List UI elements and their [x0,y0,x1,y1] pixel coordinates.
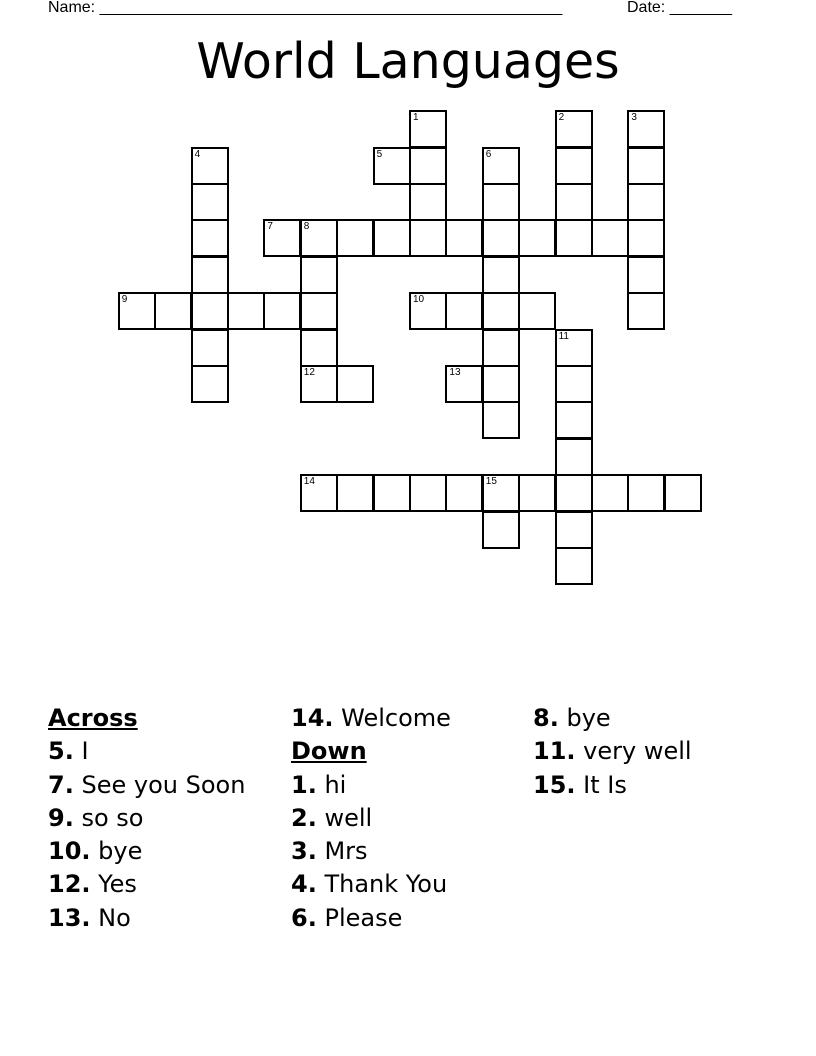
crossword-cell[interactable] [555,438,593,476]
crossword-cell[interactable] [555,511,593,549]
crossword-cell[interactable] [627,256,665,294]
clue-text: Thank You [324,870,448,899]
crossword-cell[interactable] [555,365,593,403]
crossword-cell[interactable] [300,329,338,367]
clue-item [48,902,245,935]
cell-number: 8 [303,221,310,233]
clue-number: 11. [533,737,576,766]
crossword-cell[interactable] [627,219,665,257]
cell-number: 5 [376,148,383,160]
crossword-cell[interactable] [263,219,301,257]
crossword-cell[interactable] [555,401,593,439]
clue-text: Welcome [341,704,451,732]
clues-column-1 [48,702,245,935]
clue-number: 5. [48,737,74,766]
crossword-cell[interactable] [555,110,593,148]
across-heading: Across [48,704,138,732]
crossword-cell[interactable] [409,219,447,257]
cell-number: 15 [485,476,497,488]
date-field-label: Date: _______ [627,0,732,16]
crossword-cell[interactable] [591,219,629,257]
crossword-cell[interactable] [482,511,520,549]
clue-number: 2. [291,803,317,832]
clue-text: I [81,737,89,766]
clue-number: 4. [291,870,317,899]
crossword-cell[interactable] [409,292,447,330]
name-field-label: Name: ____________________________________________________ [48,0,563,16]
cell-number: 11 [558,330,569,342]
clue-number: 15. [533,770,576,799]
crossword-cell[interactable] [191,365,229,403]
crossword-cell[interactable] [482,474,520,512]
clues-column-3 [533,702,692,802]
clue-item [291,868,451,901]
crossword-cell[interactable] [482,183,520,221]
clue-number: 1. [291,770,317,799]
clue-item [48,735,245,768]
clue-number: 9. [48,803,74,832]
crossword-cell[interactable] [445,219,483,257]
crossword-cell[interactable] [409,147,447,185]
down-heading: Down [291,737,367,766]
clue-item [291,802,451,835]
clue-text: very well [583,737,692,766]
clue-number: 3. [291,837,317,866]
crossword-cell[interactable] [154,292,192,330]
cell-number: 9 [121,294,128,306]
clue-item [291,769,451,802]
crossword-cell[interactable] [591,474,629,512]
crossword-cell[interactable] [627,147,665,185]
crossword-cell[interactable] [555,183,593,221]
crossword-cell[interactable] [191,183,229,221]
cell-number: 1 [413,112,419,124]
crossword-cell[interactable] [445,365,483,403]
crossword-cell[interactable] [518,219,556,257]
crossword-cell[interactable] [336,365,374,403]
clue-item [48,835,245,868]
crossword-cell[interactable] [555,474,593,512]
crossword-cell[interactable] [263,292,301,330]
clue-item [533,735,692,768]
crossword-cell[interactable] [482,256,520,294]
crossword-cell[interactable] [555,147,593,185]
clue-item [291,702,451,735]
crossword-cell[interactable] [555,219,593,257]
clue-number: 10. [48,837,91,866]
crossword-cell[interactable] [482,329,520,367]
crossword-cell[interactable] [191,219,229,257]
clue-text: bye [98,837,143,866]
crossword-cell[interactable] [118,292,156,330]
crossword-cell[interactable] [336,474,374,512]
page-title: World Languages [196,33,620,90]
crossword-cell[interactable] [191,329,229,367]
clue-number: 8. [533,704,559,732]
clue-text: Yes [98,870,137,899]
crossword-cell[interactable] [373,219,411,257]
crossword-cell[interactable] [336,219,374,257]
clue-number: 6. [291,903,317,932]
crossword-cell[interactable] [482,292,520,330]
clues-column-2 [291,702,451,935]
clue-text: bye [566,704,611,732]
clue-item [48,802,245,835]
crossword-cell[interactable] [191,256,229,294]
clue-item [291,902,451,935]
crossword-cell[interactable] [409,183,447,221]
crossword-cell[interactable] [445,474,483,512]
crossword-cell[interactable] [518,292,556,330]
crossword-cell[interactable] [627,110,665,148]
cell-number: 12 [303,367,315,378]
cell-number: 6 [485,148,492,160]
clue-item [48,769,245,802]
clue-text: well [324,803,373,832]
cell-number: 14 [303,476,315,488]
clue-text: Mrs [324,837,368,866]
clue-item [533,769,692,802]
cell-number: 2 [558,112,565,124]
crossword-cell[interactable] [227,292,265,330]
crossword-cell[interactable] [445,292,483,330]
clue-text: See you Soon [81,770,246,799]
clue-text: so so [81,803,144,832]
crossword-cell[interactable] [300,474,338,512]
clue-number: 14. [291,704,334,732]
crossword-cell[interactable] [482,365,520,403]
clue-number: 12. [48,870,91,899]
cell-number: 7 [267,221,273,233]
cell-number: 10 [413,294,425,306]
clue-text: It Is [583,770,627,799]
crossword-cell[interactable] [482,147,520,185]
clue-item [291,835,451,868]
crossword-cell[interactable] [409,110,447,148]
cell-number: 13 [449,367,461,378]
clue-text: No [98,903,131,932]
crossword-cell[interactable] [300,292,338,330]
clue-item [533,702,692,735]
crossword-cell[interactable] [555,547,593,585]
clue-number: 13. [48,903,91,932]
clue-number: 7. [48,770,74,799]
crossword-cell[interactable] [555,329,593,367]
crossword-cell[interactable] [627,292,665,330]
crossword-cell[interactable] [482,219,520,257]
crossword-cell[interactable] [300,365,338,403]
crossword-cell[interactable] [191,147,229,185]
crossword-cell[interactable] [409,474,447,512]
crossword-cell[interactable] [191,292,229,330]
crossword-cell[interactable] [482,401,520,439]
cell-number: 3 [631,112,637,124]
crossword-cell[interactable] [300,219,338,257]
cell-number: 4 [194,148,201,160]
crossword-cell[interactable] [664,474,702,512]
crossword-cell[interactable] [518,474,556,512]
crossword-cell[interactable] [373,147,411,185]
crossword-cell[interactable] [627,183,665,221]
crossword-cell[interactable] [627,474,665,512]
clue-item [48,868,245,901]
crossword-cell[interactable] [373,474,411,512]
crossword-cell[interactable] [300,256,338,294]
clue-text: Please [324,903,403,932]
clue-text: hi [324,770,347,799]
